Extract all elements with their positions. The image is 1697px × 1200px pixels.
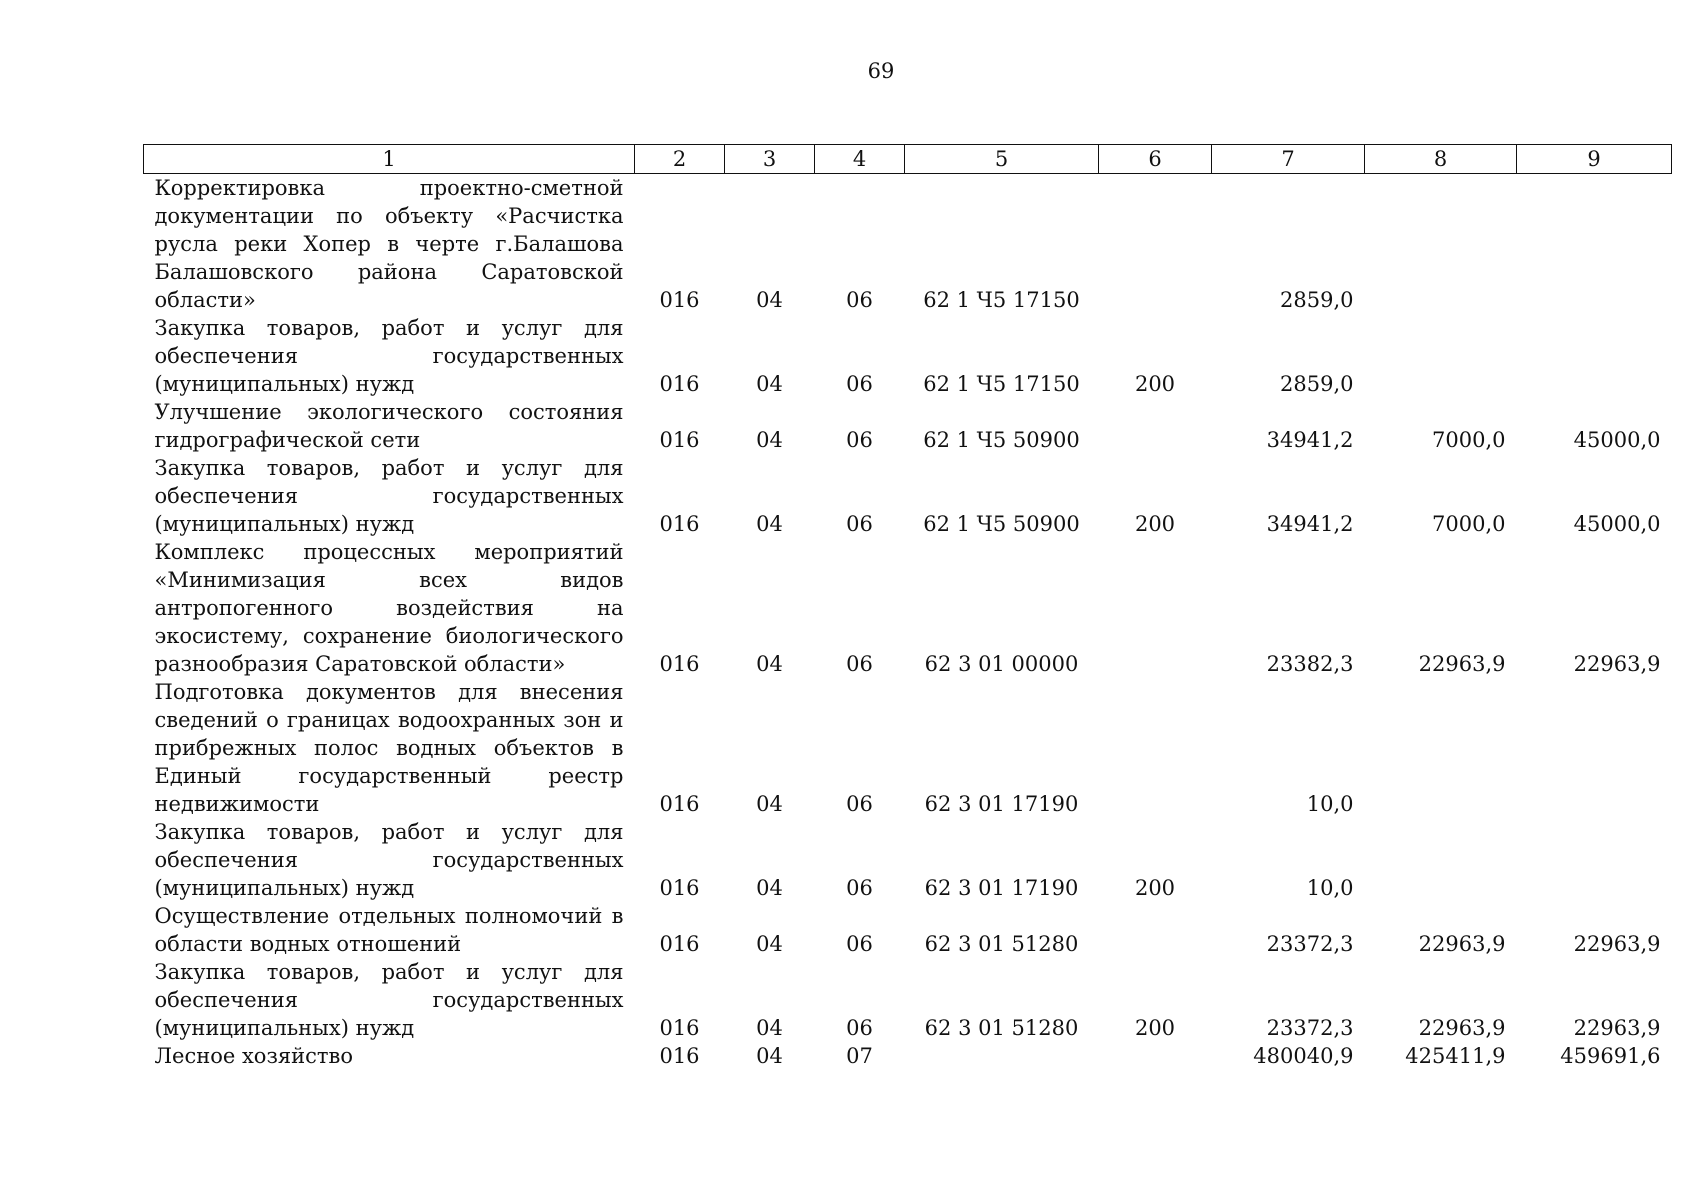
- code-subsection-cell: 04: [756, 428, 783, 452]
- amount-col-8-cell: 425411,9: [1405, 1044, 1506, 1068]
- target-article-cell: 62 1 Ч5 50900: [923, 512, 1080, 536]
- header-col-8: 8: [1365, 145, 1517, 174]
- table-row: [144, 174, 1672, 315]
- code-subsection-cell: 04: [756, 876, 783, 900]
- target-article-cell: 62 3 01 51280: [924, 932, 1079, 956]
- amount-col-9-cell: [1517, 314, 1672, 398]
- expense-type-cell: [1099, 398, 1212, 454]
- code-section-cell: 016: [659, 876, 700, 900]
- target-article-cell: 62 3 01 51280: [924, 1016, 1079, 1040]
- code-subsection-2-cell: 07: [846, 1044, 873, 1068]
- amount-col-9-cell: 22963,9: [1573, 652, 1661, 676]
- amount-col-7-cell: 23382,3: [1266, 652, 1354, 676]
- expense-type-cell: [1099, 538, 1212, 678]
- amount-col-9-cell: 45000,0: [1573, 512, 1661, 536]
- code-subsection-2-cell: 06: [846, 288, 873, 312]
- table-row: [144, 678, 1672, 818]
- target-article-cell: 62 1 Ч5 50900: [923, 428, 1080, 452]
- header-col-5: 5: [905, 145, 1099, 174]
- table-row: [144, 1042, 1672, 1070]
- code-subsection-cell: 04: [756, 1016, 783, 1040]
- table-row: [144, 958, 1672, 1042]
- code-section-cell: 016: [659, 428, 700, 452]
- row-name-cell: Лесное хозяйство: [154, 1044, 353, 1068]
- amount-col-9-cell: [1517, 818, 1672, 902]
- target-article-cell: 62 1 Ч5 17150: [923, 372, 1080, 396]
- header-col-2: 2: [635, 145, 725, 174]
- code-section-cell: 016: [659, 372, 700, 396]
- page-number: 69: [867, 59, 895, 83]
- amount-col-9-cell: [1517, 174, 1672, 315]
- row-name-cell: Подготовка документов для внесения сведений о границах водоохранных зон и прибрежных полос водных объектов в Единый государственный реестр недвижимости: [154, 680, 624, 816]
- amount-col-7-cell: 10,0: [1306, 876, 1354, 900]
- target-article-cell: 62 3 01 17190: [924, 876, 1079, 900]
- table-row: [144, 538, 1672, 678]
- code-subsection-cell: 04: [756, 288, 783, 312]
- code-subsection-cell: 04: [756, 652, 783, 676]
- code-subsection-cell: 04: [756, 792, 783, 816]
- table-row: [144, 902, 1672, 958]
- table-row: [144, 314, 1672, 398]
- code-section-cell: 016: [659, 512, 700, 536]
- table-header: [144, 145, 1672, 174]
- code-subsection-2-cell: 06: [846, 372, 873, 396]
- amount-col-8-cell: 7000,0: [1432, 512, 1506, 536]
- header-col-1: 1: [144, 145, 635, 174]
- header-col-9: 9: [1517, 145, 1672, 174]
- expense-type-cell: [1099, 1042, 1212, 1070]
- code-section-cell: 016: [659, 932, 700, 956]
- amount-col-9-cell: 45000,0: [1573, 428, 1661, 452]
- table-row: [144, 818, 1672, 902]
- header-row: [144, 145, 1672, 174]
- header-col-6: 6: [1099, 145, 1212, 174]
- amount-col-8-cell: 22963,9: [1418, 932, 1506, 956]
- code-subsection-2-cell: 06: [846, 932, 873, 956]
- code-section-cell: 016: [659, 288, 700, 312]
- budget-table: [143, 144, 1672, 1070]
- header-col-4: 4: [815, 145, 905, 174]
- amount-col-8-cell: 22963,9: [1418, 1016, 1506, 1040]
- target-article-cell: 62 1 Ч5 17150: [923, 288, 1080, 312]
- amount-col-8-cell: [1365, 818, 1517, 902]
- amount-col-9-cell: [1517, 678, 1672, 818]
- amount-col-7-cell: 34941,2: [1266, 428, 1354, 452]
- expense-type-cell: [1099, 678, 1212, 818]
- code-subsection-2-cell: 06: [846, 512, 873, 536]
- code-section-cell: 016: [659, 792, 700, 816]
- row-name-cell: Осуществление отдельных полномочий в области водных отношений: [154, 904, 624, 956]
- row-name-cell: Комплекс процессных мероприятий «Минимизация всех видов антропогенного воздействия на экосистему, сохранение биологического разнообразия Саратовской области»: [154, 540, 624, 676]
- code-subsection-cell: 04: [756, 512, 783, 536]
- row-name-cell: Улучшение экологического состояния гидрографической сети: [154, 400, 624, 452]
- amount-col-7-cell: 2859,0: [1280, 288, 1354, 312]
- amount-col-9-cell: 459691,6: [1560, 1044, 1661, 1068]
- code-section-cell: 016: [659, 1044, 700, 1068]
- table-body: [144, 174, 1672, 1071]
- target-article-cell: 62 3 01 17190: [924, 792, 1079, 816]
- code-subsection-2-cell: 06: [846, 792, 873, 816]
- target-article-cell: [905, 1042, 1099, 1070]
- row-name-cell: Корректировка проектно-сметной документации по объекту «Расчистка русла реки Хопер в черте г.Балашова Балашовского района Саратовской области»: [154, 176, 624, 312]
- code-subsection-2-cell: 06: [846, 428, 873, 452]
- target-article-cell: 62 3 01 00000: [924, 652, 1079, 676]
- amount-col-9-cell: 22963,9: [1573, 1016, 1661, 1040]
- amount-col-8-cell: [1365, 314, 1517, 398]
- table-row: [144, 398, 1672, 454]
- code-subsection-2-cell: 06: [846, 876, 873, 900]
- row-name-cell: Закупка товаров, работ и услуг для обеспечения государственных (муниципальных) нужд: [154, 960, 624, 1040]
- amount-col-7-cell: 23372,3: [1266, 932, 1354, 956]
- amount-col-7-cell: 23372,3: [1266, 1016, 1354, 1040]
- expense-type-cell: 200: [1134, 372, 1176, 396]
- expense-type-cell: [1099, 174, 1212, 315]
- header-col-7: 7: [1212, 145, 1365, 174]
- code-section-cell: 016: [659, 652, 700, 676]
- code-subsection-cell: 04: [756, 372, 783, 396]
- code-subsection-cell: 04: [756, 1044, 783, 1068]
- code-subsection-cell: 04: [756, 932, 783, 956]
- amount-col-8-cell: 22963,9: [1418, 652, 1506, 676]
- code-section-cell: 016: [659, 1016, 700, 1040]
- row-name-cell: Закупка товаров, работ и услуг для обеспечения государственных (муниципальных) нужд: [154, 456, 624, 536]
- amount-col-7-cell: 2859,0: [1280, 372, 1354, 396]
- code-subsection-2-cell: 06: [846, 652, 873, 676]
- row-name-cell: Закупка товаров, работ и услуг для обеспечения государственных (муниципальных) нужд: [154, 820, 624, 900]
- expense-type-cell: 200: [1134, 1016, 1176, 1040]
- amount-col-8-cell: [1365, 174, 1517, 315]
- amount-col-9-cell: 22963,9: [1573, 932, 1661, 956]
- table-row: [144, 454, 1672, 538]
- expense-type-cell: 200: [1134, 512, 1176, 536]
- amount-col-8-cell: 7000,0: [1432, 428, 1506, 452]
- amount-col-7-cell: 10,0: [1306, 792, 1354, 816]
- code-subsection-2-cell: 06: [846, 1016, 873, 1040]
- row-name-cell: Закупка товаров, работ и услуг для обеспечения государственных (муниципальных) нужд: [154, 316, 624, 396]
- expense-type-cell: 200: [1134, 876, 1176, 900]
- amount-col-8-cell: [1365, 678, 1517, 818]
- header-col-3: 3: [725, 145, 815, 174]
- amount-col-7-cell: 480040,9: [1253, 1044, 1354, 1068]
- expense-type-cell: [1099, 902, 1212, 958]
- amount-col-7-cell: 34941,2: [1266, 512, 1354, 536]
